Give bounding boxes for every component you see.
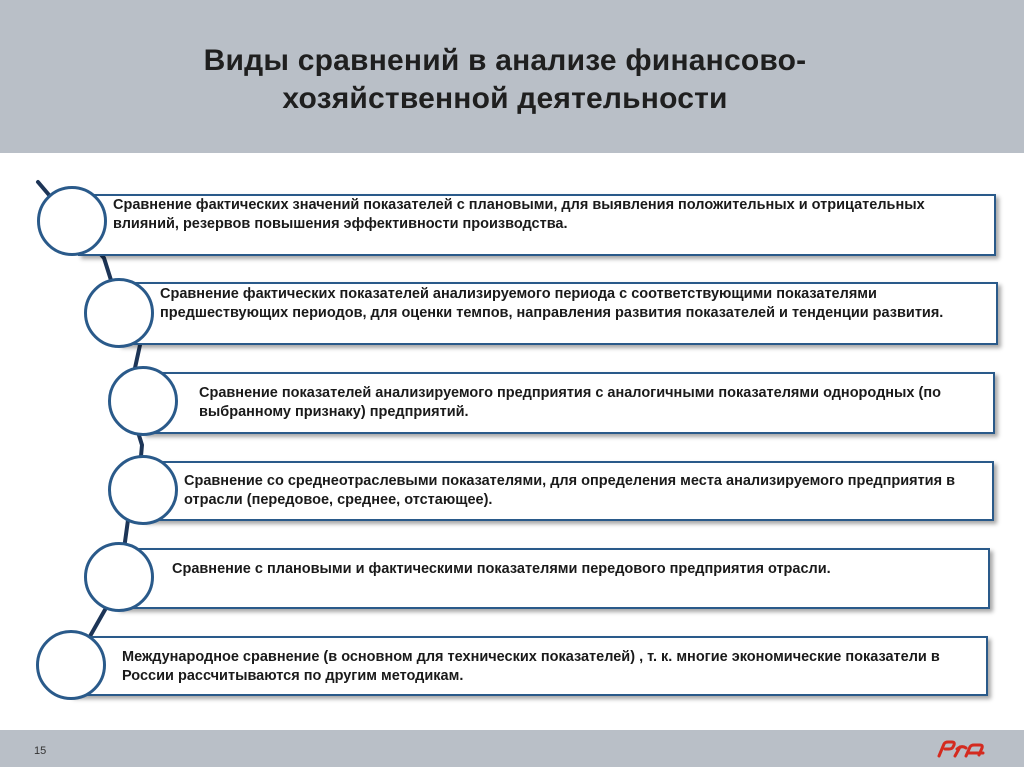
footer-band xyxy=(0,730,1024,767)
comparison-text-5: Сравнение с плановыми и фактическими показателями передового предприятия отрасли. xyxy=(172,561,831,577)
comparison-text-4: Сравнение со среднеотраслевыми показателями, для определения места анализируемого предприятия в отрасли (передовое, среднее, отстающее). xyxy=(184,473,955,508)
step-circle-5 xyxy=(84,542,154,612)
comparison-text-2: Сравнение фактических показателей анализируемого периода с соответствующими показателями предшествующих периодов, для оценки темпов, направления развития показателей и тенденции развития. xyxy=(160,286,944,321)
rzd-logo xyxy=(935,739,991,759)
step-circle-3 xyxy=(108,366,178,436)
comparison-text-3: Сравнение показателей анализируемого предприятия с аналогичными показателями однородных (по выбранному признаку) предприятий. xyxy=(199,385,941,420)
page-number: 15 xyxy=(34,745,47,757)
step-circle-6 xyxy=(36,630,106,700)
slide-title: Виды сравнений в анализе финансово-хозяйственной деятельности xyxy=(203,44,807,115)
comparison-text-1: Сравнение фактических значений показателей с плановыми, для выявления положительных и отрицательных влияний, резервов повышения эффективности производства. xyxy=(113,197,925,232)
step-circle-4 xyxy=(108,455,178,525)
step-circle-2 xyxy=(84,278,154,348)
step-circle-1 xyxy=(37,186,107,256)
comparison-text-6: Международное сравнение (в основном для технических показателей) , т. к. многие экономические показатели в России рассчитываются по другим методикам. xyxy=(122,649,940,684)
